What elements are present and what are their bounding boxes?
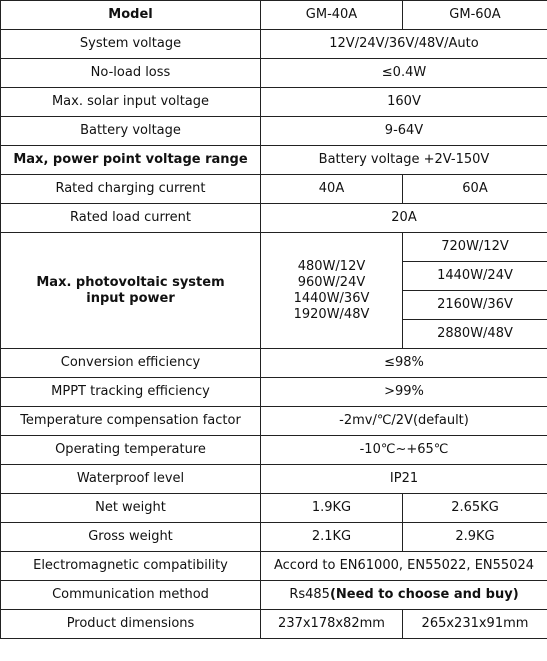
table-row xyxy=(1,436,547,465)
pv-input-values-a xyxy=(261,233,403,349)
table-row xyxy=(1,117,547,146)
table-row xyxy=(1,349,547,378)
table-row xyxy=(1,175,547,204)
table-row xyxy=(1,204,547,233)
row-label: Max, power point voltage range xyxy=(1,146,261,175)
table-row xyxy=(1,88,547,117)
row-label: Net weight xyxy=(1,494,261,523)
row-value: IP21 xyxy=(261,465,547,494)
table-row xyxy=(1,494,547,523)
row-label: Max. solar input voltage xyxy=(1,88,261,117)
row-label: Rated load current xyxy=(1,204,261,233)
communication-protocol: Rs485 xyxy=(289,587,330,602)
row-label: Product dimensions xyxy=(1,610,261,639)
table-row xyxy=(1,552,547,581)
table-header-row xyxy=(1,1,547,30)
row-label: No-load loss xyxy=(1,59,261,88)
pv-input-row xyxy=(1,233,547,262)
row-label: System voltage xyxy=(1,30,261,59)
row-label: Rated charging current xyxy=(1,175,261,204)
row-value-b: 265x231x91mm xyxy=(403,610,547,639)
row-value-b: 60A xyxy=(403,175,547,204)
row-value: Battery voltage +2V-150V xyxy=(261,146,547,175)
header-model-b: GM-60A xyxy=(403,1,547,30)
row-value: -2mv/℃/2V(default) xyxy=(261,407,547,436)
table-row xyxy=(1,465,547,494)
row-value-a: 2.1KG xyxy=(261,523,403,552)
communication-value xyxy=(261,581,547,610)
header-model-a: GM-40A xyxy=(261,1,403,30)
row-label: MPPT tracking efficiency xyxy=(1,378,261,407)
row-value-a: 40A xyxy=(261,175,403,204)
table-row xyxy=(1,146,547,175)
row-value-b: 2.65KG xyxy=(403,494,547,523)
row-value-a: 237x178x82mm xyxy=(261,610,403,639)
row-value: 9-64V xyxy=(261,117,547,146)
table-row xyxy=(1,59,547,88)
row-label: Operating temperature xyxy=(1,436,261,465)
row-label: Communication method xyxy=(1,581,261,610)
pv-value-a: 1440W/36V xyxy=(293,290,370,306)
row-label: Battery voltage xyxy=(1,117,261,146)
pv-value-b: 720W/12V xyxy=(403,233,547,262)
communication-note: (Need to choose and buy) xyxy=(329,587,519,602)
row-value: ≤0.4W xyxy=(261,59,547,88)
row-value-a: 1.9KG xyxy=(261,494,403,523)
row-label: Waterproof level xyxy=(1,465,261,494)
row-value-b: 2.9KG xyxy=(403,523,547,552)
pv-value-a: 480W/12V xyxy=(297,258,366,274)
pv-value-b: 1440W/24V xyxy=(403,262,547,291)
row-label: Gross weight xyxy=(1,523,261,552)
pv-value-b: 2160W/36V xyxy=(403,291,547,320)
row-value: 12V/24V/36V/48V/Auto xyxy=(261,30,547,59)
row-value: ≤98% xyxy=(261,349,547,378)
table-row xyxy=(1,30,547,59)
row-value: Accord to EN61000, EN55022, EN55024 xyxy=(261,552,547,581)
dimensions-row xyxy=(1,610,547,639)
row-value: -10℃~+65℃ xyxy=(261,436,547,465)
pv-value-a: 960W/24V xyxy=(297,274,366,290)
communication-row xyxy=(1,581,547,610)
row-label: Temperature compensation factor xyxy=(1,407,261,436)
row-label: Electromagnetic compatibility xyxy=(1,552,261,581)
pv-value-b: 2880W/48V xyxy=(403,320,547,349)
row-value: 20A xyxy=(261,204,547,233)
table-row xyxy=(1,407,547,436)
pv-input-label: Max. photovoltaic system input power xyxy=(1,233,261,349)
table-row xyxy=(1,523,547,552)
table-row xyxy=(1,378,547,407)
pv-value-a: 1920W/48V xyxy=(293,306,370,322)
row-label: Conversion efficiency xyxy=(1,349,261,378)
row-value: >99% xyxy=(261,378,547,407)
row-value: 160V xyxy=(261,88,547,117)
header-label: Model xyxy=(1,1,261,30)
